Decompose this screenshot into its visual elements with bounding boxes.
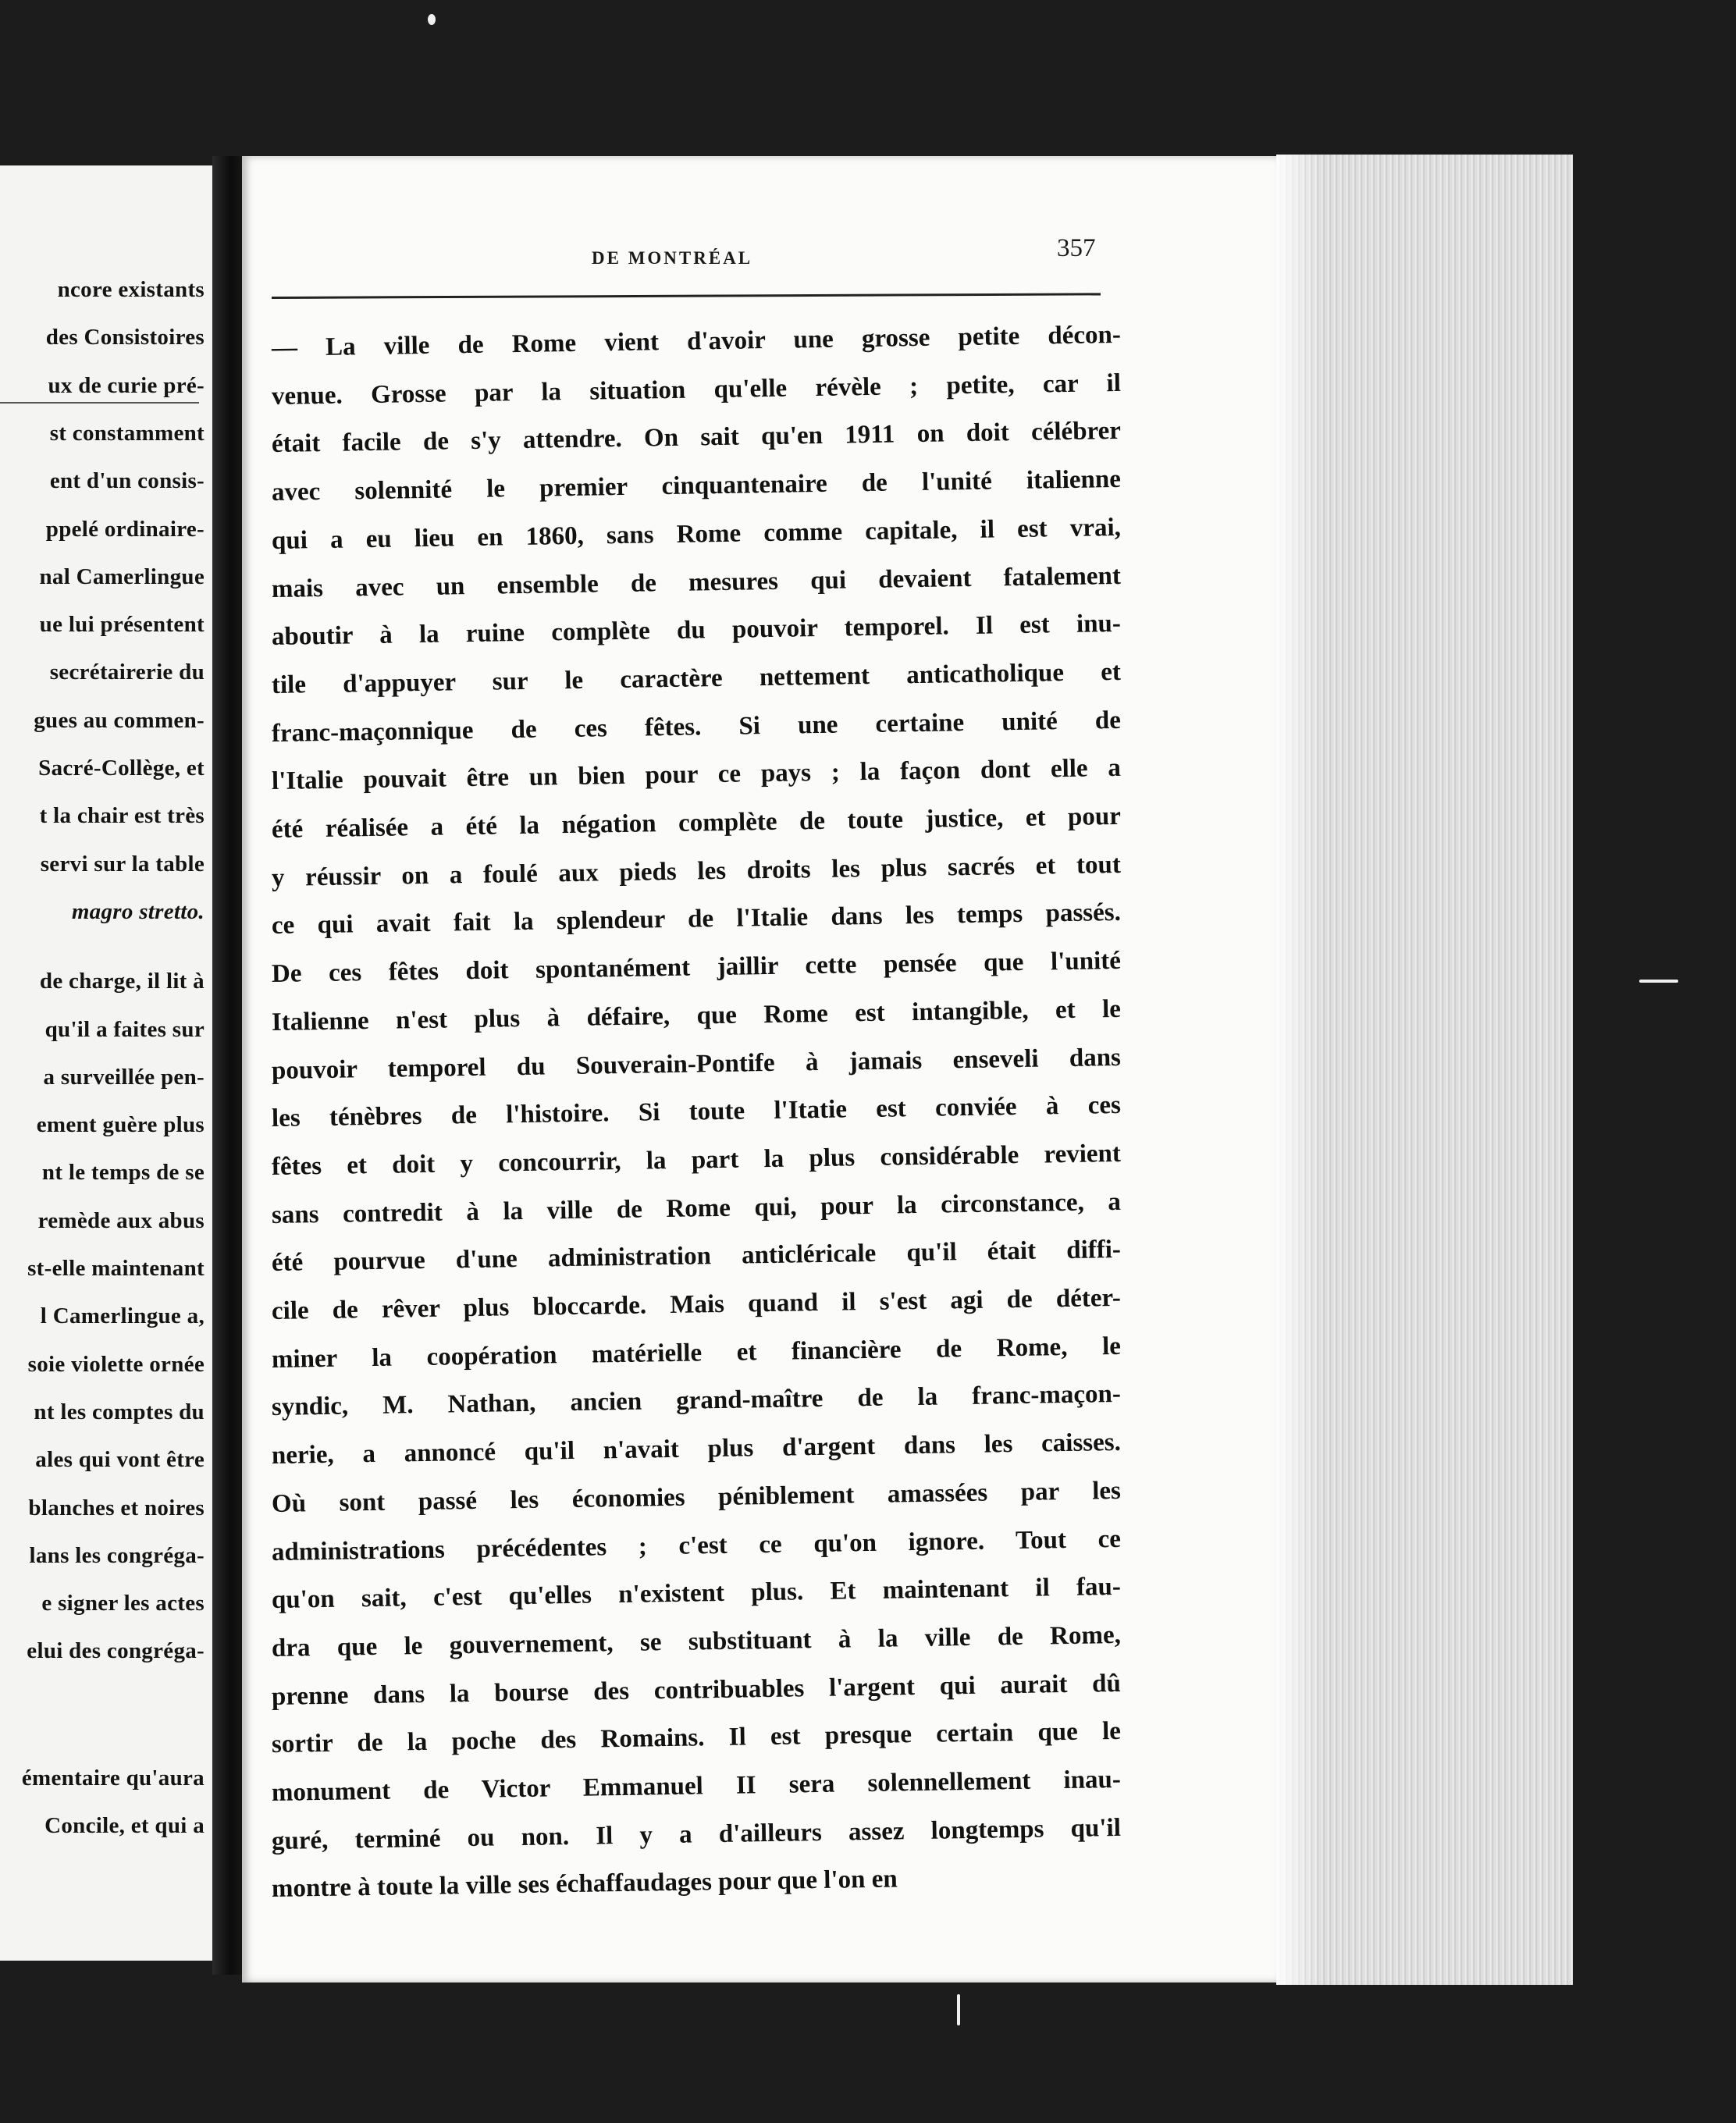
text-line: ce qui avait fait la splendeur de l'Italie dans les temps passés. — [271, 898, 1122, 941]
left-text-line: ement guère plus — [36, 1112, 205, 1138]
text-line: été pourvue d'une administration anticléricale qu'il était diffi- — [271, 1236, 1122, 1278]
page-edge-shade — [1276, 155, 1323, 1985]
dust-speck — [428, 14, 436, 25]
left-text-line: nt les comptes du — [34, 1399, 205, 1424]
text-line: était facile de s'y attendre. On sait qu'en 1911 on doit célébrer — [271, 417, 1122, 459]
text-line: Italienne n'est plus à défaire, que Rome est intangible, et le — [271, 994, 1122, 1037]
text-line: sans contredit à la ville de Rome qui, pour la circonstance, a — [271, 1187, 1122, 1229]
text-line: prenne dans la bourse des contribuables l'argent qui aurait dû — [271, 1669, 1122, 1711]
text-line: Où sont passé les économies péniblement amassées par les — [271, 1476, 1122, 1518]
left-text-line: Concile, et qui a — [44, 1813, 205, 1839]
left-text-line: soie violette ornée — [27, 1351, 205, 1377]
left-text-line: l Camerlingue a, — [40, 1303, 205, 1329]
left-text-line: st-elle maintenant — [27, 1256, 205, 1281]
text-line: monument de Victor Emmanuel II sera solennellement inau- — [271, 1765, 1122, 1807]
left-text-line: ppelé ordinaire- — [45, 516, 205, 542]
text-line: sortir de la poche des Romains. Il est presque certain que le — [271, 1717, 1122, 1759]
text-line: nerie, a annoncé qu'il n'avait plus d'argent dans les caisses. — [271, 1428, 1122, 1470]
left-text-line: qu'il a faites sur — [44, 1016, 205, 1042]
left-text-line: nal Camerlingue — [39, 564, 205, 589]
left-text-line: t la chair est très — [39, 803, 205, 829]
book-gutter — [212, 156, 242, 1975]
text-line: De ces fêtes doit spontanément jaillir cette pensée que l'unité — [271, 947, 1122, 989]
text-line: montre à toute la ville ses échaffaudages pour que l'on en — [271, 1865, 898, 1904]
left-text-line: Sacré-Collège, et — [38, 756, 205, 781]
text-line: qui a eu lieu en 1860, sans Rome comme capitale, il est vrai, — [271, 513, 1122, 555]
text-line: été réalisée a été la négation complète de toute justice, et pour — [271, 802, 1122, 844]
left-text-line: des Consistoires — [45, 325, 205, 350]
text-line: dra que le gouvernement, se substituant à la ville de Rome, — [271, 1620, 1122, 1662]
left-text-line: émentaire qu'aura — [21, 1766, 205, 1791]
text-line: avec solennité le premier cinquantenaire de l'unité italienne — [271, 465, 1122, 507]
left-text-line: ux de curie pré- — [48, 372, 205, 398]
text-line: miner la coopération matérielle et financière de Rome, le — [271, 1332, 1122, 1374]
text-line: l'Italie pouvait être un bien pour ce pays ; la façon dont elle a — [271, 754, 1122, 796]
left-text-line: blanches et noires — [28, 1495, 205, 1520]
text-line: venue. Grosse par la situation qu'elle révèle ; petite, car il — [271, 368, 1122, 411]
text-line: syndic, M. Nathan, ancien grand-maître de la franc-maçon- — [271, 1380, 1122, 1422]
left-text-line: lans les congréga- — [29, 1542, 205, 1568]
text-line: pouvoir temporel du Souverain-Pontife à jamais enseveli dans — [271, 1043, 1122, 1085]
text-line: fêtes et doit y concourrir, la part la plus considérable revient — [271, 1139, 1122, 1181]
left-text-line: ncore existants — [57, 277, 205, 302]
page-number: 357 — [1057, 234, 1096, 262]
text-line: mais avec un ensemble de mesures qui devaient fatalement — [271, 561, 1122, 603]
left-text-line: secrétairerie du — [49, 660, 205, 685]
left-text-line: a surveillée pen- — [43, 1064, 205, 1090]
left-text-line: elui des congréga- — [27, 1638, 205, 1664]
left-text-line: nt le temps de se — [41, 1160, 205, 1186]
left-text-line: servi sur la table — [40, 851, 205, 877]
left-text-line: ue lui présentent — [39, 612, 205, 638]
text-line: cile de rêver plus bloccarde. Mais quand il s'est agi de déter- — [271, 1283, 1122, 1325]
left-text-line: remède aux abus — [37, 1207, 205, 1233]
text-line: qu'on sait, c'est qu'elles n'existent plus. Et maintenant il fau- — [271, 1573, 1122, 1615]
text-line: franc-maçonnique de ces fêtes. Si une certaine unité de — [271, 706, 1122, 748]
left-text-line: ales qui vont être — [35, 1447, 205, 1473]
dust-speck — [1639, 980, 1678, 983]
left-text-line: st constamment — [49, 420, 205, 446]
left-text-line: magro stretto. — [71, 898, 205, 924]
left-text-line: gues au commen- — [34, 707, 205, 733]
left-text-line: de charge, il lit à — [39, 969, 205, 994]
text-line: administrations précédentes ; c'est ce qu'on ignore. Tout ce — [271, 1524, 1122, 1566]
previous-page — [0, 165, 212, 1961]
text-line: — La ville de Rome vient d'avoir une grosse petite décon- — [271, 320, 1122, 362]
text-line: tile d'appuyer sur le caractère nettement anticatholique et — [271, 657, 1122, 699]
dust-speck — [957, 1994, 960, 2025]
left-text-line: ent d'un consis- — [49, 468, 205, 494]
text-line: les ténèbres de l'histoire. Si toute l'Itatie est conviée à ces — [271, 1091, 1122, 1133]
text-line: y réussir on a foulé aux pieds les droits les plus sacrés et tout — [271, 850, 1122, 892]
text-line: aboutir à la ruine complète du pouvoir temporel. Il est inu- — [271, 610, 1122, 652]
left-page-rule — [0, 402, 199, 404]
text-line: guré, terminé ou non. Il y a d'ailleurs assez longtemps qu'il — [271, 1813, 1122, 1855]
left-text-line: e signer les actes — [41, 1591, 205, 1616]
running-head: DE MONTRÉAL — [592, 248, 753, 268]
